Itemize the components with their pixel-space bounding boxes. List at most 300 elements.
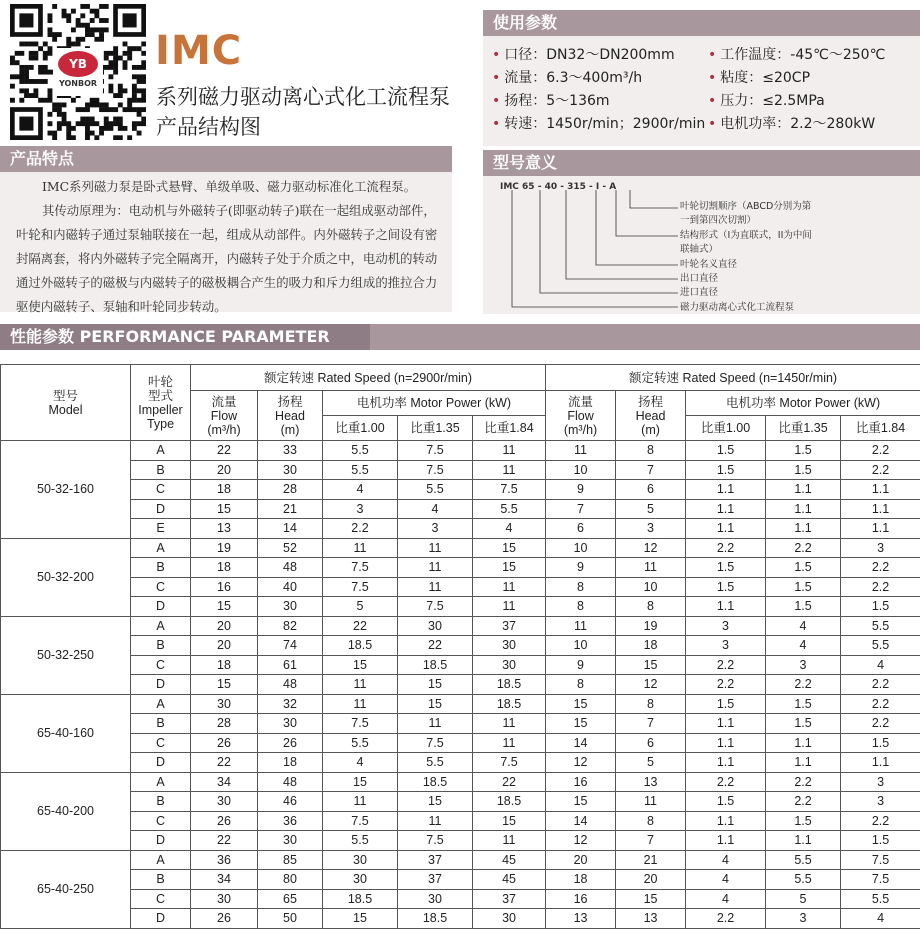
table-row xyxy=(1,792,920,812)
table-cell: 3 xyxy=(398,519,473,539)
table-row xyxy=(1,889,920,909)
table-cell: 18.5 xyxy=(473,694,546,714)
table-cell: 7 xyxy=(616,714,686,734)
table-cell: D xyxy=(131,675,191,695)
table-cell: 6 xyxy=(616,480,686,500)
table-cell: 18.5 xyxy=(473,675,546,695)
table-cell: 1.1 xyxy=(841,753,920,773)
table-cell: 15 xyxy=(191,597,258,617)
table-cell: 7.5 xyxy=(398,733,473,753)
table-cell: 5.5 xyxy=(766,870,841,890)
table-cell: 2.2 xyxy=(766,538,841,558)
table-cell: 5.5 xyxy=(841,636,920,656)
table-cell: 11 xyxy=(323,538,398,558)
table-cell: 1.1 xyxy=(766,753,841,773)
table-cell: 36 xyxy=(258,811,323,831)
bullet-icon: • xyxy=(492,93,501,109)
table-cell: 10 xyxy=(546,460,616,480)
table-cell: 10 xyxy=(616,577,686,597)
table-row xyxy=(1,480,920,500)
table-cell: 1.1 xyxy=(766,480,841,500)
table-cell: 15 xyxy=(546,694,616,714)
table-cell: 7.5 xyxy=(323,811,398,831)
table-cell: 11 xyxy=(473,460,546,480)
table-cell: 11 xyxy=(616,792,686,812)
table-cell: 7.5 xyxy=(323,714,398,734)
table-cell: 48 xyxy=(258,558,323,578)
table-row xyxy=(1,870,920,890)
table-cell: 11 xyxy=(616,558,686,578)
table-cell: 15 xyxy=(546,792,616,812)
table-cell: 18.5 xyxy=(398,772,473,792)
table-cell: 2.2 xyxy=(841,558,920,578)
table-cell: 20 xyxy=(191,460,258,480)
table-cell: 30 xyxy=(191,792,258,812)
table-cell: 33 xyxy=(258,441,323,461)
table-cell: 11 xyxy=(473,597,546,617)
table-cell: 1.1 xyxy=(766,733,841,753)
model-cell: 50-32-160 xyxy=(1,441,131,539)
table-cell: 4 xyxy=(841,655,920,675)
bullet-icon: • xyxy=(708,70,717,86)
table-cell: 15 xyxy=(323,772,398,792)
bullet-icon: • xyxy=(492,116,501,132)
table-cell: 30 xyxy=(473,655,546,675)
table-cell: 30 xyxy=(191,694,258,714)
model-label: 一到第四次切割） xyxy=(680,215,757,227)
table-cell: 8 xyxy=(546,597,616,617)
table-cell: 18 xyxy=(546,870,616,890)
table-row xyxy=(1,538,920,558)
table-row xyxy=(1,714,920,734)
table-cell: 32 xyxy=(258,694,323,714)
table-cell: 4 xyxy=(686,850,766,870)
table-cell: 1.5 xyxy=(686,694,766,714)
param-item: • 粘度：≤20CP xyxy=(708,70,811,86)
table-cell: 11 xyxy=(398,538,473,558)
table-cell: A xyxy=(131,850,191,870)
table-cell: 15 xyxy=(546,714,616,734)
table-cell: 1.1 xyxy=(841,519,920,539)
table-cell: A xyxy=(131,616,191,636)
table-cell: A xyxy=(131,772,191,792)
table-cell: 11 xyxy=(323,694,398,714)
table-cell: 3 xyxy=(841,792,920,812)
table-cell: 11 xyxy=(546,441,616,461)
table-cell: 1.5 xyxy=(766,558,841,578)
table-cell: 30 xyxy=(191,889,258,909)
table-cell: 20 xyxy=(191,616,258,636)
col-sg-135: 比重1.35 xyxy=(766,416,841,441)
table-cell: 16 xyxy=(191,577,258,597)
table-cell: 4 xyxy=(398,499,473,519)
table-cell: 8 xyxy=(616,694,686,714)
table-row xyxy=(1,909,920,929)
table-cell: 8 xyxy=(616,811,686,831)
table-cell: 8 xyxy=(546,577,616,597)
table-row xyxy=(1,850,920,870)
table-cell: 20 xyxy=(546,850,616,870)
table-cell: 2.2 xyxy=(841,460,920,480)
table-cell: 1.5 xyxy=(766,811,841,831)
table-cell: 5 xyxy=(616,499,686,519)
table-cell: 15 xyxy=(191,499,258,519)
table-cell: 1.5 xyxy=(766,460,841,480)
table-cell: 11 xyxy=(398,811,473,831)
table-cell: 3 xyxy=(616,519,686,539)
table-row xyxy=(1,441,920,461)
table-cell: B xyxy=(131,460,191,480)
model-label: 出口直径 xyxy=(680,273,719,285)
table-cell: 37 xyxy=(473,616,546,636)
table-cell: 26 xyxy=(258,733,323,753)
table-cell: C xyxy=(131,655,191,675)
table-cell: 65 xyxy=(258,889,323,909)
table-row xyxy=(1,733,920,753)
table-cell: 5.5 xyxy=(323,733,398,753)
table-cell: C xyxy=(131,889,191,909)
table-cell: 15 xyxy=(473,811,546,831)
table-cell: 8 xyxy=(616,441,686,461)
table-cell: 5.5 xyxy=(766,850,841,870)
table-cell: D xyxy=(131,499,191,519)
table-cell: 61 xyxy=(258,655,323,675)
table-cell: 9 xyxy=(546,655,616,675)
col-power: 电机功率 Motor Power (kW) xyxy=(323,391,546,416)
table-cell: 20 xyxy=(191,636,258,656)
table-cell: 1.5 xyxy=(766,597,841,617)
table-cell: 1.1 xyxy=(686,733,766,753)
table-row xyxy=(1,558,920,578)
table-row xyxy=(1,675,920,695)
model-label: 结构形式（I为直联式，II为中间 xyxy=(680,229,812,241)
table-cell: B xyxy=(131,636,191,656)
table-cell: 11 xyxy=(398,714,473,734)
table-cell: 36 xyxy=(191,850,258,870)
model-cell: 65-40-160 xyxy=(1,694,131,772)
table-cell: 26 xyxy=(191,811,258,831)
table-cell: 1.5 xyxy=(841,597,920,617)
table-cell: 3 xyxy=(841,772,920,792)
table-cell: 2.2 xyxy=(841,811,920,831)
product-subtitle: 系列磁力驱动离心式化工流程泵 产品结构图 xyxy=(156,85,450,139)
table-cell: 1.1 xyxy=(686,811,766,831)
table-row xyxy=(1,772,920,792)
bullet-icon: • xyxy=(492,70,501,86)
table-cell: 3 xyxy=(766,909,841,929)
table-cell: 12 xyxy=(616,675,686,695)
table-cell: 16 xyxy=(546,772,616,792)
table-cell: 34 xyxy=(191,870,258,890)
table-cell: C xyxy=(131,480,191,500)
table-cell: 34 xyxy=(191,772,258,792)
table-cell: 18.5 xyxy=(323,889,398,909)
table-cell: 3 xyxy=(686,636,766,656)
table-cell: 1.5 xyxy=(686,792,766,812)
table-cell: 15 xyxy=(398,694,473,714)
params-title: 使用参数 xyxy=(483,10,920,36)
table-cell: 80 xyxy=(258,870,323,890)
table-cell: B xyxy=(131,558,191,578)
table-cell: 8 xyxy=(616,597,686,617)
table-cell: 22 xyxy=(323,616,398,636)
table-cell: 5.5 xyxy=(323,460,398,480)
table-cell: 14 xyxy=(546,733,616,753)
table-cell: 82 xyxy=(258,616,323,636)
table-cell: 48 xyxy=(258,772,323,792)
table-cell: 7.5 xyxy=(473,480,546,500)
col-sg-184: 比重1.84 xyxy=(473,416,546,441)
param-item: • 扬程：5～136m xyxy=(492,93,610,109)
table-cell: 30 xyxy=(258,460,323,480)
table-row xyxy=(1,753,920,773)
table-cell: 5.5 xyxy=(398,753,473,773)
table-cell: A xyxy=(131,441,191,461)
col-sg-184: 比重1.84 xyxy=(841,416,920,441)
table-cell: 30 xyxy=(323,850,398,870)
table-cell: 2.2 xyxy=(841,675,920,695)
table-row xyxy=(1,597,920,617)
table-cell: 26 xyxy=(191,909,258,929)
table-cell: 3 xyxy=(766,655,841,675)
table-cell: 1.1 xyxy=(766,519,841,539)
table-cell: 1.1 xyxy=(766,499,841,519)
table-cell: 19 xyxy=(616,616,686,636)
table-cell: 30 xyxy=(473,636,546,656)
table-cell: 14 xyxy=(258,519,323,539)
param-item: • 电机功率：2.2～280kW xyxy=(708,116,876,132)
table-cell: 2.2 xyxy=(686,909,766,929)
table-cell: 11 xyxy=(546,616,616,636)
table-cell: B xyxy=(131,870,191,890)
table-cell: 30 xyxy=(323,870,398,890)
table-cell: 19 xyxy=(191,538,258,558)
features-text: IMC系列磁力泵是卧式悬臂、单级单吸、磁力驱动标准化工流程泵。 其传动原理为：电动机与外磁转子(即驱动转子)联在一起组成驱动部件，叶轮和内磁转子通过泵轴联接在一起，组成从动部件。内外磁转子之间设有密封隔离套，将内外磁转子完全隔离开，内磁转子处于介质之中，电动机的转动通过外磁转子的磁极与内磁转子的磁极耦合产生的吸力和斥力组成的推拉合力驱使内磁转子、泵轴和叶轮同步转动。 xyxy=(16,179,438,314)
table-cell: 15 xyxy=(398,675,473,695)
bullet-icon: • xyxy=(708,93,717,109)
table-cell: 1.5 xyxy=(841,733,920,753)
table-cell: 15 xyxy=(323,909,398,929)
model-cell: 50-32-250 xyxy=(1,616,131,694)
table-cell: 3 xyxy=(686,616,766,636)
table-cell: 18 xyxy=(191,655,258,675)
table-cell: 22 xyxy=(473,772,546,792)
table-cell: 15 xyxy=(191,675,258,695)
table-cell: 2.2 xyxy=(766,792,841,812)
brand-title: IMC xyxy=(155,28,243,74)
model-label: 叶轮切割顺序（ABCD分别为第 xyxy=(680,201,812,212)
table-cell: 28 xyxy=(191,714,258,734)
table-cell: 30 xyxy=(473,909,546,929)
model-cell: 50-32-200 xyxy=(1,538,131,616)
table-cell: C xyxy=(131,733,191,753)
table-cell: 13 xyxy=(546,909,616,929)
table-cell: 5.5 xyxy=(323,831,398,851)
table-cell: 4 xyxy=(686,870,766,890)
table-cell: 26 xyxy=(191,733,258,753)
table-cell: 85 xyxy=(258,850,323,870)
table-cell: 5 xyxy=(766,889,841,909)
table-cell: 4 xyxy=(766,616,841,636)
table-cell: 37 xyxy=(398,850,473,870)
table-cell: 18 xyxy=(191,558,258,578)
table-cell: D xyxy=(131,753,191,773)
table-cell: 15 xyxy=(616,655,686,675)
table-cell: 15 xyxy=(473,538,546,558)
table-cell: 18 xyxy=(258,753,323,773)
table-cell: 21 xyxy=(258,499,323,519)
table-cell: B xyxy=(131,714,191,734)
table-cell: 1.1 xyxy=(686,831,766,851)
table-cell: 22 xyxy=(191,831,258,851)
table-row xyxy=(1,499,920,519)
model-cell: 65-40-200 xyxy=(1,772,131,850)
table-cell: 1.5 xyxy=(766,441,841,461)
table-cell: 30 xyxy=(398,889,473,909)
table-cell: 7.5 xyxy=(398,441,473,461)
table-cell: 28 xyxy=(258,480,323,500)
table-cell: E xyxy=(131,519,191,539)
table-cell: 7.5 xyxy=(323,558,398,578)
table-cell: 7.5 xyxy=(398,831,473,851)
table-cell: 11 xyxy=(473,577,546,597)
col-speed-2900: 额定转速 Rated Speed (n=2900r/min) xyxy=(191,365,546,391)
model-title: 型号意义 xyxy=(483,150,920,176)
col-power: 电机功率 Motor Power (kW) xyxy=(686,391,920,416)
table-cell: 5.5 xyxy=(323,441,398,461)
table-cell: 7 xyxy=(616,460,686,480)
table-row xyxy=(1,831,920,851)
table-cell: 2.2 xyxy=(323,519,398,539)
table-cell: 2.2 xyxy=(841,714,920,734)
table-cell: 5.5 xyxy=(473,499,546,519)
table-cell: 30 xyxy=(258,831,323,851)
table-row xyxy=(1,811,920,831)
model-label: 叶轮名义直径 xyxy=(680,258,738,270)
table-cell: 2.2 xyxy=(686,772,766,792)
table-cell: 1.1 xyxy=(686,519,766,539)
features-title: 产品特点 xyxy=(0,146,452,172)
table-cell: 4 xyxy=(686,889,766,909)
table-row xyxy=(1,655,920,675)
table-cell: 11 xyxy=(398,558,473,578)
table-cell: 6 xyxy=(616,733,686,753)
table-cell: A xyxy=(131,694,191,714)
table-row xyxy=(1,519,920,539)
table-cell: 1.1 xyxy=(686,480,766,500)
table-cell: 1.5 xyxy=(686,460,766,480)
table-cell: 1.1 xyxy=(686,753,766,773)
model-leader-lines xyxy=(500,190,680,312)
table-cell: 13 xyxy=(191,519,258,539)
table-row xyxy=(1,460,920,480)
table-cell: 1.1 xyxy=(766,831,841,851)
table-cell: 1.1 xyxy=(686,499,766,519)
table-cell: D xyxy=(131,909,191,929)
param-item: • 流量：6.3～400m³/h xyxy=(492,70,643,86)
table-cell: 11 xyxy=(473,714,546,734)
table-cell: 1.5 xyxy=(766,577,841,597)
table-cell: D xyxy=(131,831,191,851)
table-cell: 2.2 xyxy=(766,772,841,792)
table-cell: 9 xyxy=(546,558,616,578)
table-cell: 9 xyxy=(546,480,616,500)
table-cell: 7.5 xyxy=(398,597,473,617)
table-cell: 30 xyxy=(258,714,323,734)
table-cell: 18 xyxy=(191,480,258,500)
table-cell: 11 xyxy=(473,733,546,753)
col-sg-100: 比重1.00 xyxy=(323,416,398,441)
table-cell: 7.5 xyxy=(473,753,546,773)
model-cell: 65-40-250 xyxy=(1,850,131,928)
table-row xyxy=(1,636,920,656)
table-cell: 1.1 xyxy=(686,597,766,617)
table-cell: C xyxy=(131,577,191,597)
table-cell: 3 xyxy=(841,538,920,558)
table-cell: 2.2 xyxy=(841,441,920,461)
table-cell: 2.2 xyxy=(686,675,766,695)
table-cell: 2.2 xyxy=(841,694,920,714)
table-cell: 18.5 xyxy=(398,909,473,929)
table-cell: 46 xyxy=(258,792,323,812)
col-head: 扬程 Head (m) xyxy=(616,391,686,441)
table-cell: 1.1 xyxy=(841,480,920,500)
table-cell: 7.5 xyxy=(398,460,473,480)
table-cell: 20 xyxy=(616,870,686,890)
table-cell: D xyxy=(131,597,191,617)
param-item: • 工作温度：-45℃～250℃ xyxy=(708,47,886,63)
table-cell: 10 xyxy=(546,538,616,558)
table-cell: 1.5 xyxy=(686,558,766,578)
table-cell: 11 xyxy=(323,675,398,695)
table-cell: 2.2 xyxy=(766,675,841,695)
table-cell: 13 xyxy=(616,909,686,929)
table-cell: 5 xyxy=(323,597,398,617)
table-cell: 4 xyxy=(841,909,920,929)
table-cell: 12 xyxy=(616,538,686,558)
table-cell: 5 xyxy=(616,753,686,773)
table-cell: 5.5 xyxy=(841,889,920,909)
table-cell: 2.2 xyxy=(841,577,920,597)
table-cell: 15 xyxy=(398,792,473,812)
col-head: 扬程 Head (m) xyxy=(258,391,323,441)
bullet-icon: • xyxy=(708,47,717,63)
table-cell: 11 xyxy=(473,831,546,851)
bullet-icon: • xyxy=(492,47,501,63)
table-cell: 8 xyxy=(546,675,616,695)
table-cell: 22 xyxy=(191,441,258,461)
col-flow: 流量 Flow (m³/h) xyxy=(546,391,616,441)
table-cell: 45 xyxy=(473,850,546,870)
table-cell: 22 xyxy=(191,753,258,773)
table-cell: 74 xyxy=(258,636,323,656)
table-cell: 16 xyxy=(546,889,616,909)
table-cell: 10 xyxy=(546,636,616,656)
table-cell: 15 xyxy=(323,655,398,675)
table-cell: 5.5 xyxy=(841,616,920,636)
table-cell: 7.5 xyxy=(841,870,920,890)
performance-title: 性能参数 PERFORMANCE PARAMETER xyxy=(0,324,370,350)
table-cell: 1.5 xyxy=(841,831,920,851)
qr-code xyxy=(10,4,146,140)
model-label: 磁力驱动离心式化工流程泵 xyxy=(680,301,795,313)
table-cell: 18 xyxy=(616,636,686,656)
table-cell: 40 xyxy=(258,577,323,597)
table-cell: 18.5 xyxy=(398,655,473,675)
model-label: 进口直径 xyxy=(680,287,719,299)
table-cell: 1.5 xyxy=(766,714,841,734)
table-cell: B xyxy=(131,792,191,812)
